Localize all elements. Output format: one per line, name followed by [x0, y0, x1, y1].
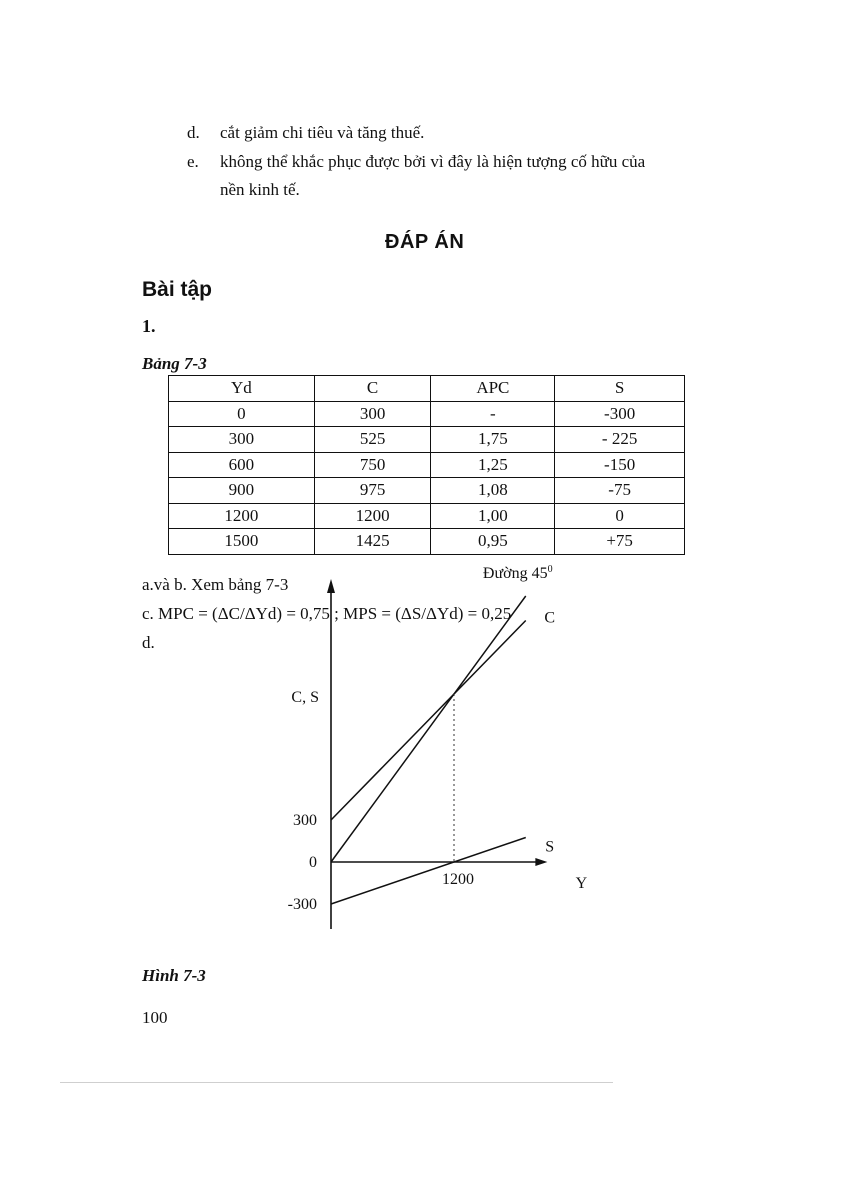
table-cell: 750	[314, 452, 431, 478]
x-axis-label: Y	[575, 875, 588, 892]
answer-c: c. MPC = (ΔC/ΔYd) = 0,75 ; MPS = (ΔS/ΔYd) = 0,25	[142, 604, 512, 623]
table-cell: 0	[169, 401, 315, 427]
table-cell: +75	[555, 529, 685, 555]
saving-line	[331, 838, 526, 905]
table-cell: 1200	[314, 503, 431, 529]
table-cell: 1,75	[431, 427, 555, 453]
table-caption: Bảng 7-3	[142, 354, 207, 373]
table-cell: 900	[169, 478, 315, 504]
page-number: 100	[142, 1008, 168, 1027]
option-e-letter: e.	[187, 152, 199, 171]
table-cell: 1,08	[431, 478, 555, 504]
table-header-s: S	[555, 376, 685, 402]
consumption-label: C	[544, 609, 556, 627]
answer-heading: ĐÁP ÁN	[385, 231, 465, 253]
answer-ab: a.và b. Xem bảng 7-3	[142, 575, 289, 594]
table-header-yd: Yd	[169, 376, 315, 402]
x-tick-label: 1200	[442, 871, 474, 888]
y-tick-label: 0	[309, 854, 317, 871]
line-45-degree	[331, 596, 526, 862]
option-d-letter: d.	[187, 123, 200, 142]
table-cell: 1500	[169, 529, 315, 555]
table-cell: 1,00	[431, 503, 555, 529]
table-cell: 600	[169, 452, 315, 478]
figure-caption: Hình 7-3	[142, 966, 206, 985]
option-e-text-line1: không thể khắc phục được bởi vì đây là hiện tượng cố hữu của	[220, 152, 646, 171]
table-header-apc: APC	[431, 376, 555, 402]
table-cell: 1,25	[431, 452, 555, 478]
chart-layer	[288, 564, 588, 929]
table-cell: 300	[314, 401, 431, 427]
table-cell: 975	[314, 478, 431, 504]
y-axis-arrow	[327, 579, 335, 593]
saving-label: S	[545, 838, 555, 856]
table-cell: 1425	[314, 529, 431, 555]
table-cell: -300	[555, 401, 685, 427]
line-45-label: Đường $45^0$	[482, 564, 553, 582]
answer-d: d.	[142, 633, 155, 652]
table-cell: 1200	[169, 503, 315, 529]
x-axis-arrow	[535, 858, 547, 866]
table-header-c: C	[314, 376, 431, 402]
option-d-text: cắt giảm chi tiêu và tăng thuế.	[220, 123, 425, 142]
table-cell: -150	[555, 452, 685, 478]
footer-divider	[60, 1082, 613, 1083]
section-title: Bài tập	[142, 278, 213, 301]
y-tick-label: 300	[293, 812, 317, 829]
item-number: 1.	[142, 316, 156, 336]
consumption-line	[331, 621, 526, 821]
table-cell: -75	[555, 478, 685, 504]
table-cell: 0,95	[431, 529, 555, 555]
y-tick-label: -300	[287, 896, 317, 913]
y-axis-label: C, S	[291, 689, 319, 706]
option-e-text-line2: nền kinh tế.	[220, 180, 300, 199]
table-cell: 525	[314, 427, 431, 453]
table-cell: - 225	[555, 427, 685, 453]
table-cell: 300	[169, 427, 315, 453]
table-cell: -	[431, 401, 555, 427]
table-cell: 0	[555, 503, 685, 529]
